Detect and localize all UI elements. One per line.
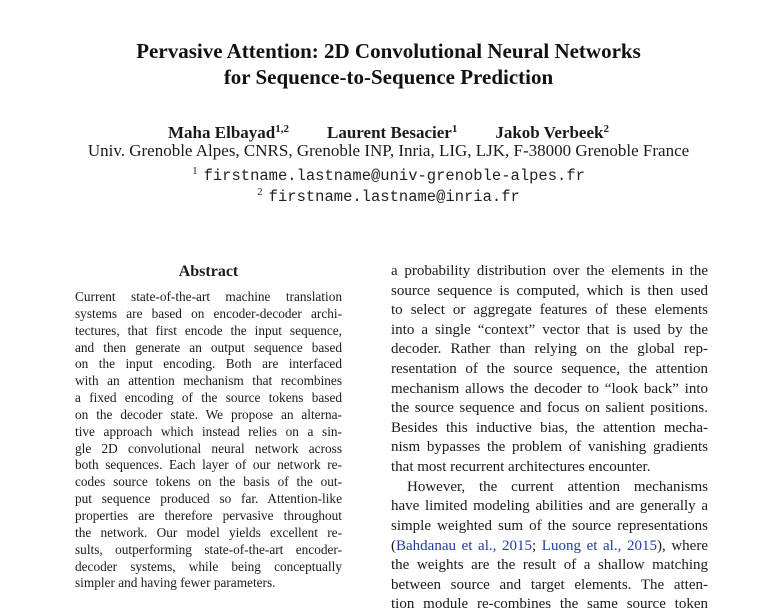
abstract-line: tectures, that first encode the input sequence, [75, 322, 342, 338]
body-line: have limited modeling abilities and are generally a [391, 498, 708, 515]
body-paragraph-start [391, 478, 708, 498]
body-line: nism bypasses the problem of vanishing gradients [391, 439, 708, 456]
citation-line [391, 537, 708, 557]
abstract-line: the network. Our model yields excellent re- [75, 524, 342, 540]
body-line: the weights are the result of a shallow matching [391, 557, 708, 574]
body-line: a probability distribution over the elements in the [391, 263, 708, 279]
body-line: that most recurrent architectures encounter. [391, 459, 651, 476]
paper-title [0, 38, 777, 90]
author-3-affil-marker: 2 [603, 123, 609, 135]
body-line: the source sequence and focus on salient positions. [391, 400, 708, 417]
abstract-text [75, 289, 342, 592]
body-line: simple weighted sum of the source representations [391, 517, 708, 534]
abstract-line: Current state-of-the-art machine translation [75, 289, 342, 304]
affiliation: Univ. Grenoble Alpes, CNRS, Grenoble INP, Inria, LIG, LJK, F-38000 Grenoble France [87, 141, 690, 160]
body-line: mechanism allows the decoder to “look back” into [391, 380, 708, 397]
author-2-name: Laurent Besacier [327, 123, 452, 142]
body-line: between source and target elements. The atten- [391, 576, 708, 593]
abstract-line: codes source tokens on the basis of the out- [75, 474, 342, 490]
body-line: Besides this inductive bias, the attention mecha- [391, 419, 708, 436]
abstract-line: on the decoder state. We propose an alterna- [75, 406, 342, 422]
title-line-1: Pervasive Attention: 2D Convolutional Neural Networks [136, 39, 641, 63]
author-1-name: Maha Elbayad [168, 123, 276, 142]
author-1-affil-marker: 1,2 [275, 123, 289, 135]
author-2-affil-marker: 1 [451, 123, 458, 135]
body-line: resentation of the source sequence, the attention [391, 361, 708, 378]
email-2-address: firstname.lastname@inria.fr [268, 188, 520, 206]
email-1-address: firstname.lastname@univ-grenoble-alpes.fr [203, 167, 585, 185]
body-line: into a single “context” vector that is used by the [391, 321, 708, 338]
citation-link-bahdanau[interactable]: Bahdanau et al., 2015 [396, 537, 532, 554]
abstract-line: properties are therefore pervasive throughout [75, 507, 342, 523]
abstract-line: with an attention mechanism that recombines [75, 373, 342, 389]
email-2-marker: 2 [257, 186, 263, 198]
abstract-heading: Abstract [178, 263, 239, 280]
abstract-line: systems are based on encoder-decoder archi- [75, 305, 342, 321]
author-3-name: Jakob Verbeek [495, 123, 604, 142]
body-line: tion module re-combines the same source token [391, 596, 708, 613]
body-line: source sequence is computed, which is then used [391, 282, 708, 299]
body-line-text: However, the current attention mechanisms [407, 478, 708, 495]
abstract-line: and then generate an output sequence based [75, 339, 342, 355]
abstract-line: a fixed encoding of the source tokens based [75, 390, 342, 406]
citation-link-luong[interactable]: Luong et al., 2015 [541, 537, 657, 554]
abstract-line: gle 2D convolutional neural network across [75, 440, 342, 456]
abstract-line: both sequences. Each layer of our network re- [75, 457, 342, 473]
abstract-line: tive approach which instead relies on a sin- [75, 423, 342, 439]
citation-suffix: ), where [656, 537, 708, 554]
citation-separator: ; [532, 537, 542, 554]
abstract-line: put sequence produced so far. Attention-like [75, 491, 342, 507]
email-2 [0, 182, 777, 207]
citation-open-paren: ( [391, 537, 396, 554]
abstract-line: on the input encoding. Both are interfaced [75, 356, 342, 372]
abstract-line: simpler and having fewer parameters. [75, 575, 276, 591]
abstract-line: decoder systems, while being conceptually [75, 558, 342, 574]
body-line: decoder. Rather than relying on the global rep- [391, 341, 708, 358]
abstract-line: sults, outperforming state-of-the-art encoder- [75, 541, 342, 557]
body-text-column [391, 262, 708, 615]
email-1-marker: 1 [192, 165, 198, 177]
body-line: to select or aggregate features of these elements [391, 302, 708, 319]
title-line-2: for Sequence-to-Sequence Prediction [223, 65, 554, 89]
